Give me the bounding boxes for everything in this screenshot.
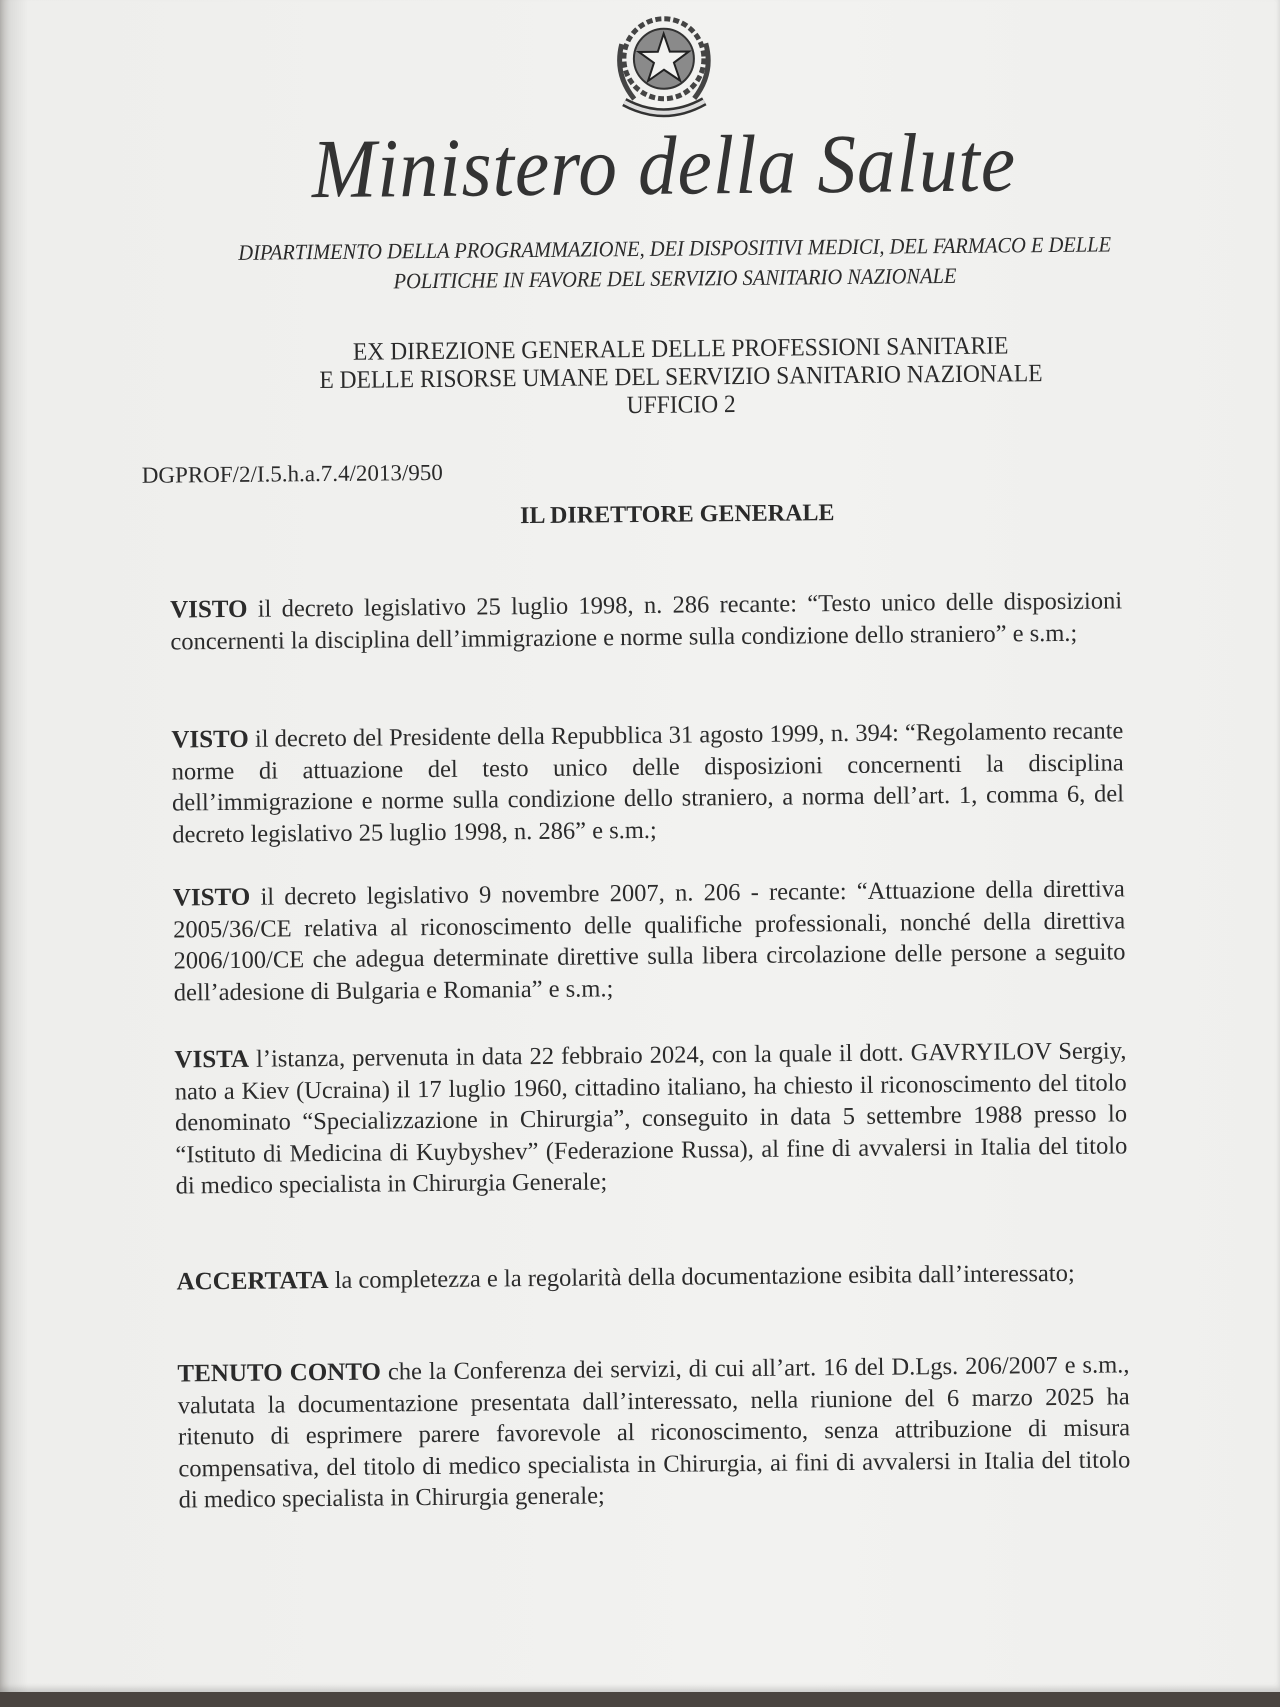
paragraph-keyword: VISTO (170, 595, 248, 624)
paragraph (170, 585, 1123, 657)
paragraph-keyword: TENUTO CONTO (177, 1358, 382, 1388)
paragraph-text: la completezza e la regolarità della documentazione esibita dall’interessato; (328, 1259, 1075, 1295)
direction-line-2: E DELLE RISORSE UMANE DEL SERVIZIO SANITARIO NAZIONALE (319, 360, 1043, 395)
paragraph-text: il decreto del Presidente della Repubblica 31 agosto 1999, n. 394: “Regolamento recante norme di attuazione del testo unico delle disposizioni concernenti la disciplina dell’immigrazione e norme sulla condizione dello straniero, a norma dell’art. 1, comma 6, del decreto legislativo 25 luglio 1998, n. 286” e s.m.; (171, 717, 1125, 848)
paragraph (171, 715, 1124, 850)
paragraph-keyword: ACCERTATA (176, 1267, 329, 1296)
document-title: IL DIRETTORE GENERALE (519, 500, 835, 530)
paragraph-text: il decreto legislativo 25 luglio 1998, n. 286 recante: “Testo unico delle disposizioni concernenti la disciplina dell’immigrazione e norme sulla condizione dello straniero” e s.m.; (170, 587, 1123, 655)
department-line-2: POLITICHE IN FAVORE DEL SERVIZIO SANITARIO NAZIONALE (393, 262, 957, 294)
direction-line-1: EX DIREZIONE GENERALE DELLE PROFESSIONI SANITARIE (352, 332, 1009, 366)
paragraph (174, 1035, 1127, 1202)
paragraph-text: che la Conferenza dei servizi, di cui all’art. 16 del D.Lgs. 206/2007 e s.m., valutata la documentazione presentata dall’interessato, nella riunione del 6 marzo 2025 ha ritenuto di esprimere parere favorevole al riconoscimento, senza attribuzione di misura compensativa, del titolo di medico specialista in Chirurgia, ai fini di avvalersi in Italia del titolo di medico specialista in Chirurgia generale; (177, 1351, 1131, 1514)
paragraph-text: l’istanza, pervenuta in data 22 febbraio 2024, con la quale il dott. GAVRYILOV Sergiy, nato a Kiev (Ucraina) il 17 luglio 1960, cittadino italiano, ha chiesto il riconoscimento del titolo denominato “Specializzazione in Chirurgia”, conseguito in data 5 settembre 1988 presso lo “Istituto di Medicina di Kuybyshev” (Federazione Russa), al fine di avvalersi in Italia del titolo di medico specialista in Chirurgia Generale; (174, 1037, 1128, 1200)
office-name: UFFICIO 2 (626, 391, 736, 420)
paragraph-keyword: VISTA (174, 1045, 250, 1074)
paragraph-keyword: VISTO (172, 883, 251, 912)
paragraph (173, 873, 1126, 1008)
paragraph (177, 1349, 1130, 1516)
protocol-number: DGPROF/2/I.5.h.a.7.4/2013/950 (141, 459, 443, 488)
ministry-name: Ministero della Salute (311, 116, 1017, 217)
italian-republic-emblem-icon (602, 3, 725, 128)
department-line-1: DIPARTIMENTO DELLA PROGRAMMAZIONE, DEI DISPOSITIVI MEDICI, DEL FARMACO E DELLE (238, 231, 1112, 265)
paragraph (176, 1257, 1128, 1298)
paragraph-text: il decreto legislativo 9 novembre 2007, n. 206 - recante: “Attuazione della direttiva 2005/36/CE relativa al riconoscimento delle qualifiche professionali, nonché della direttiva 2006/100/CE che adegua determinate direttive sulla libera circolazione delle persone a seguito dell’adesione di Bulgaria e Romania” e s.m.; (173, 875, 1126, 1006)
paragraph-keyword: VISTO (171, 725, 249, 754)
table-surface (0, 1692, 1280, 1707)
